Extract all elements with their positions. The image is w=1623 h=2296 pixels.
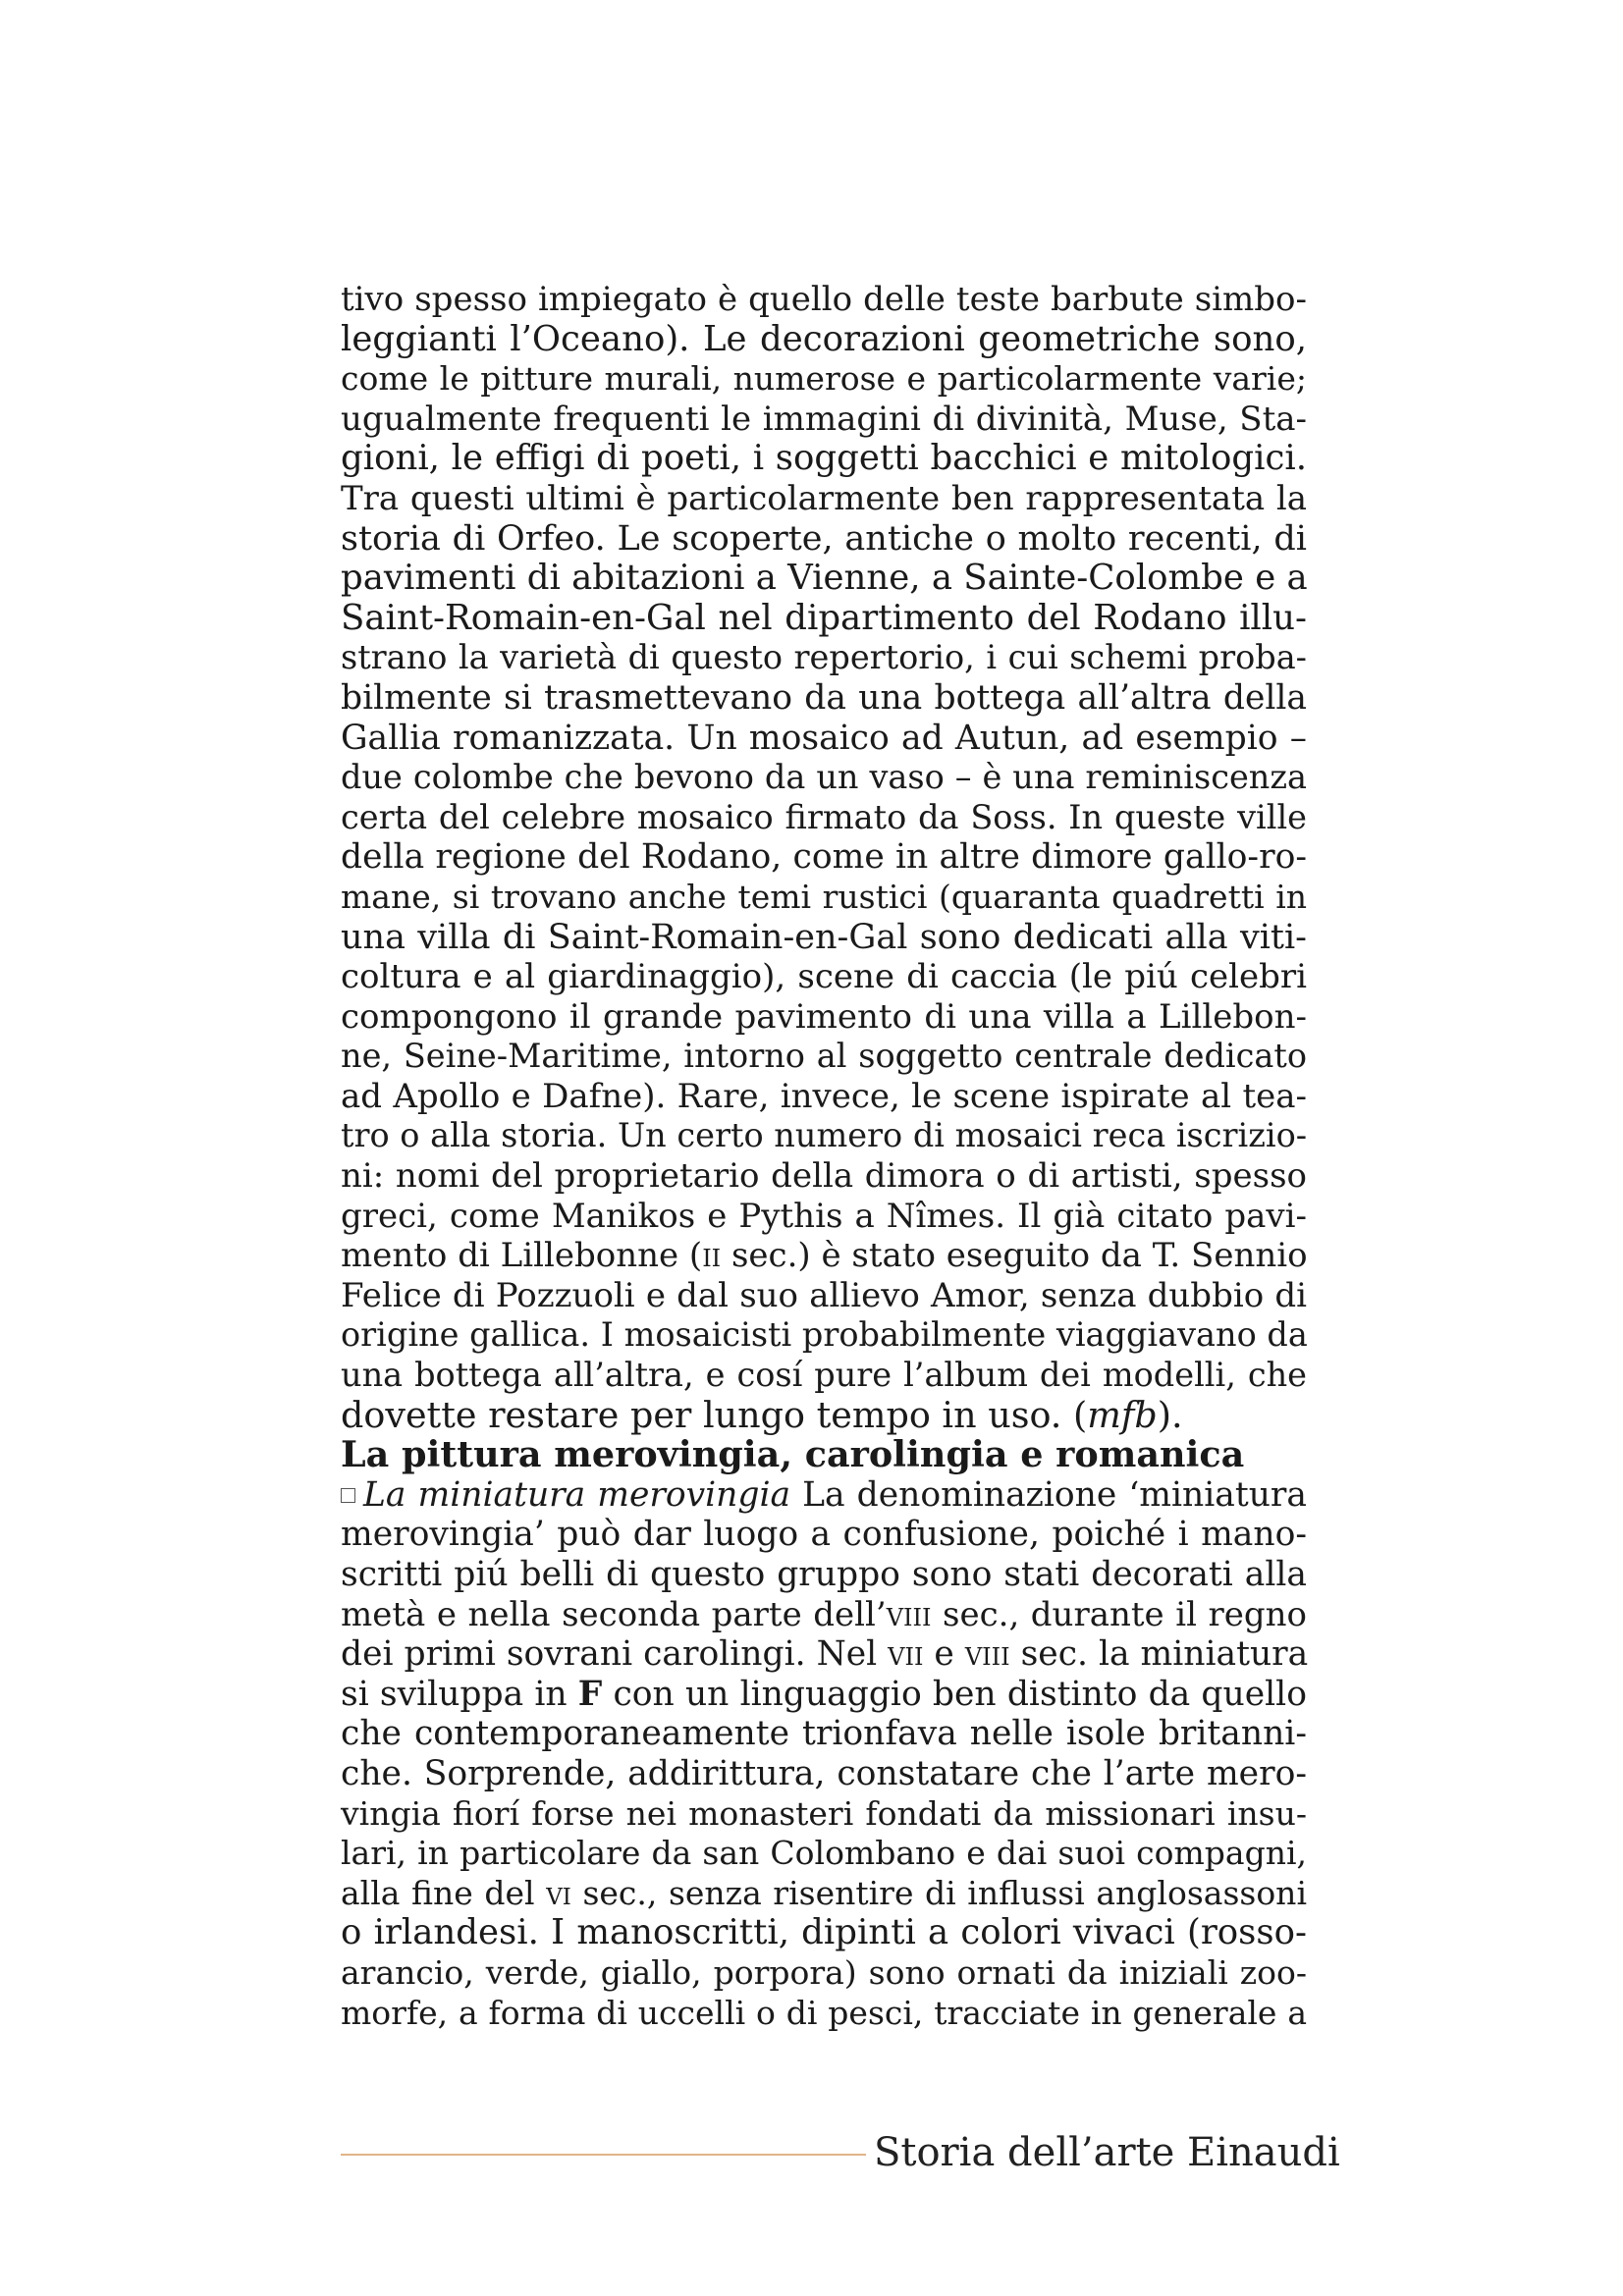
text-line: bilmente si trasmettevano da una bottega all’altra della [341,677,1307,718]
text-line: arancio, verde, giallo, porpora) sono ornati da iniziali zoo- [341,1952,1307,1992]
footer-title: Storia dell’arte Einaudi [874,2130,1340,2175]
text-line: due colombe che bevono da un vaso – è una reminiscenza [341,758,1307,797]
text-line: ugualmente frequenti le immagini di divinità, Muse, Sta- [341,399,1307,439]
text-line: storia di Orfeo. Le scoperte, antiche o molto recenti, di [341,518,1307,559]
text-line: Gallia romanizzata. Un mosaico ad Autun, ad esempio – [341,718,1307,758]
section-heading: La pittura merovingia, carolingia e romanica [341,1433,1245,1476]
text-line: tivo spesso impiegato è quello delle teste barbute simbo- [341,280,1307,319]
subsection-title: La miniatura merovingia [363,1474,791,1515]
text-line: leggianti l’Oceano). Le decorazioni geometriche sono, [341,318,1307,359]
text-line: dovette restare per lungo tempo in uso. (mfb). [341,1393,1183,1436]
text-line: origine gallica. I mosaicisti probabilmente viaggiavano da [341,1315,1308,1355]
text-line: greci, come Manikos e Pythis a Nîmes. Il già citato pavi- [341,1196,1307,1236]
footer-rule [341,2154,866,2156]
text-line: che contemporaneamente trionfava nelle isole britanni- [341,1714,1307,1754]
text-line: mento di Lillebonne (ii sec.) è stato eseguito da T. Sennio [341,1236,1308,1276]
text-line: una villa di Saint-Romain-en-Gal sono dedicati alla viti- [341,917,1307,957]
text-line: morfe, a forma di uccelli o di pesci, tracciate in generale a [341,1993,1307,2032]
text-line: dei primi sovrani carolingi. Nel vii e viii sec. la miniatura [341,1634,1309,1675]
text-line: La miniatura merovingia La denominazione ‘miniatura [341,1475,1307,1516]
century-numeral: viii [964,1634,1010,1675]
text-line: una bottega all’altra, e cosí pure l’album dei modelli, che [341,1356,1307,1395]
text-line: merovingia’ può dar luogo a confusione, poiché i mano- [341,1515,1307,1555]
text-line: lari, in particolare da san Colombano e dai suoi compagni, [341,1834,1307,1873]
text-line: certa del celebre mosaico firmato da Soss. In queste ville [341,797,1307,836]
body-text [341,280,1307,2033]
text-line: pavimenti di abitazioni a Vienne, a Sainte-Colombe e a [341,558,1308,599]
century-numeral: vii [888,1634,924,1675]
century-numeral: viii [886,1594,932,1634]
text-line: della regione del Rodano, come in altre dimore gallo-ro- [341,837,1307,878]
text-line: o irlandesi. I manoscritti, dipinti a colori vivaci (rosso- [341,1912,1307,1953]
century-numeral: vi [546,1873,571,1912]
text-line: Saint-Romain-en-Gal nel dipartimento del Rodano illu- [341,597,1307,638]
text-line: ni: nomi del proprietario della dimora o di artisti, spesso [341,1156,1307,1197]
text-line: Felice di Pozzuoli e dal suo allievo Amor, senza dubbio di [341,1275,1307,1315]
text-line: tro o alla storia. Un certo numero di mosaici reca iscrizio- [341,1116,1308,1155]
century-numeral: ii [702,1236,722,1276]
square-bullet-icon [341,1488,355,1503]
text-line: Tra questi ultimi è particolarmente ben rappresentata la [341,478,1307,518]
text-line: strano la varietà di questo repertorio, i cui schemi proba- [341,638,1307,677]
text-line: compongono il grande pavimento di una villa a Lillebon- [341,996,1307,1037]
text-line: come le pitture murali, numerose e particolarmente varie; [341,359,1307,399]
text-line: ad Apollo e Dafne). Rare, invece, le scene ispirate al tea- [341,1076,1307,1116]
text-line: vingia fiorí forse nei monasteri fondati da missionari insu- [341,1793,1307,1833]
text-line: si sviluppa in F con un linguaggio ben distinto da quello [341,1674,1307,1714]
text-line: ne, Seine-Maritime, intorno al soggetto centrale dedicato [341,1037,1307,1076]
text-line: alla fine del vi sec., senza risentire di influssi anglosassoni [341,1873,1307,1912]
author-initials: mfb [1087,1393,1158,1436]
text-line: che. Sorprende, addirittura, constatare che l’arte mero- [341,1753,1307,1793]
text-line: scritti piú belli di questo gruppo sono stati decorati alla [341,1555,1307,1594]
text-line: coltura e al giardinaggio), scene di caccia (le piú celebri [341,957,1307,997]
text-line: gioni, le effigi di poeti, i soggetti bacchici e mitologici. [341,438,1307,479]
text-line: mane, si trovano anche temi rustici (quaranta quadretti in [341,877,1307,916]
text-line: metà e nella seconda parte dell’viii sec., durante il regno [341,1594,1307,1634]
country-abbrev: F [577,1674,603,1714]
